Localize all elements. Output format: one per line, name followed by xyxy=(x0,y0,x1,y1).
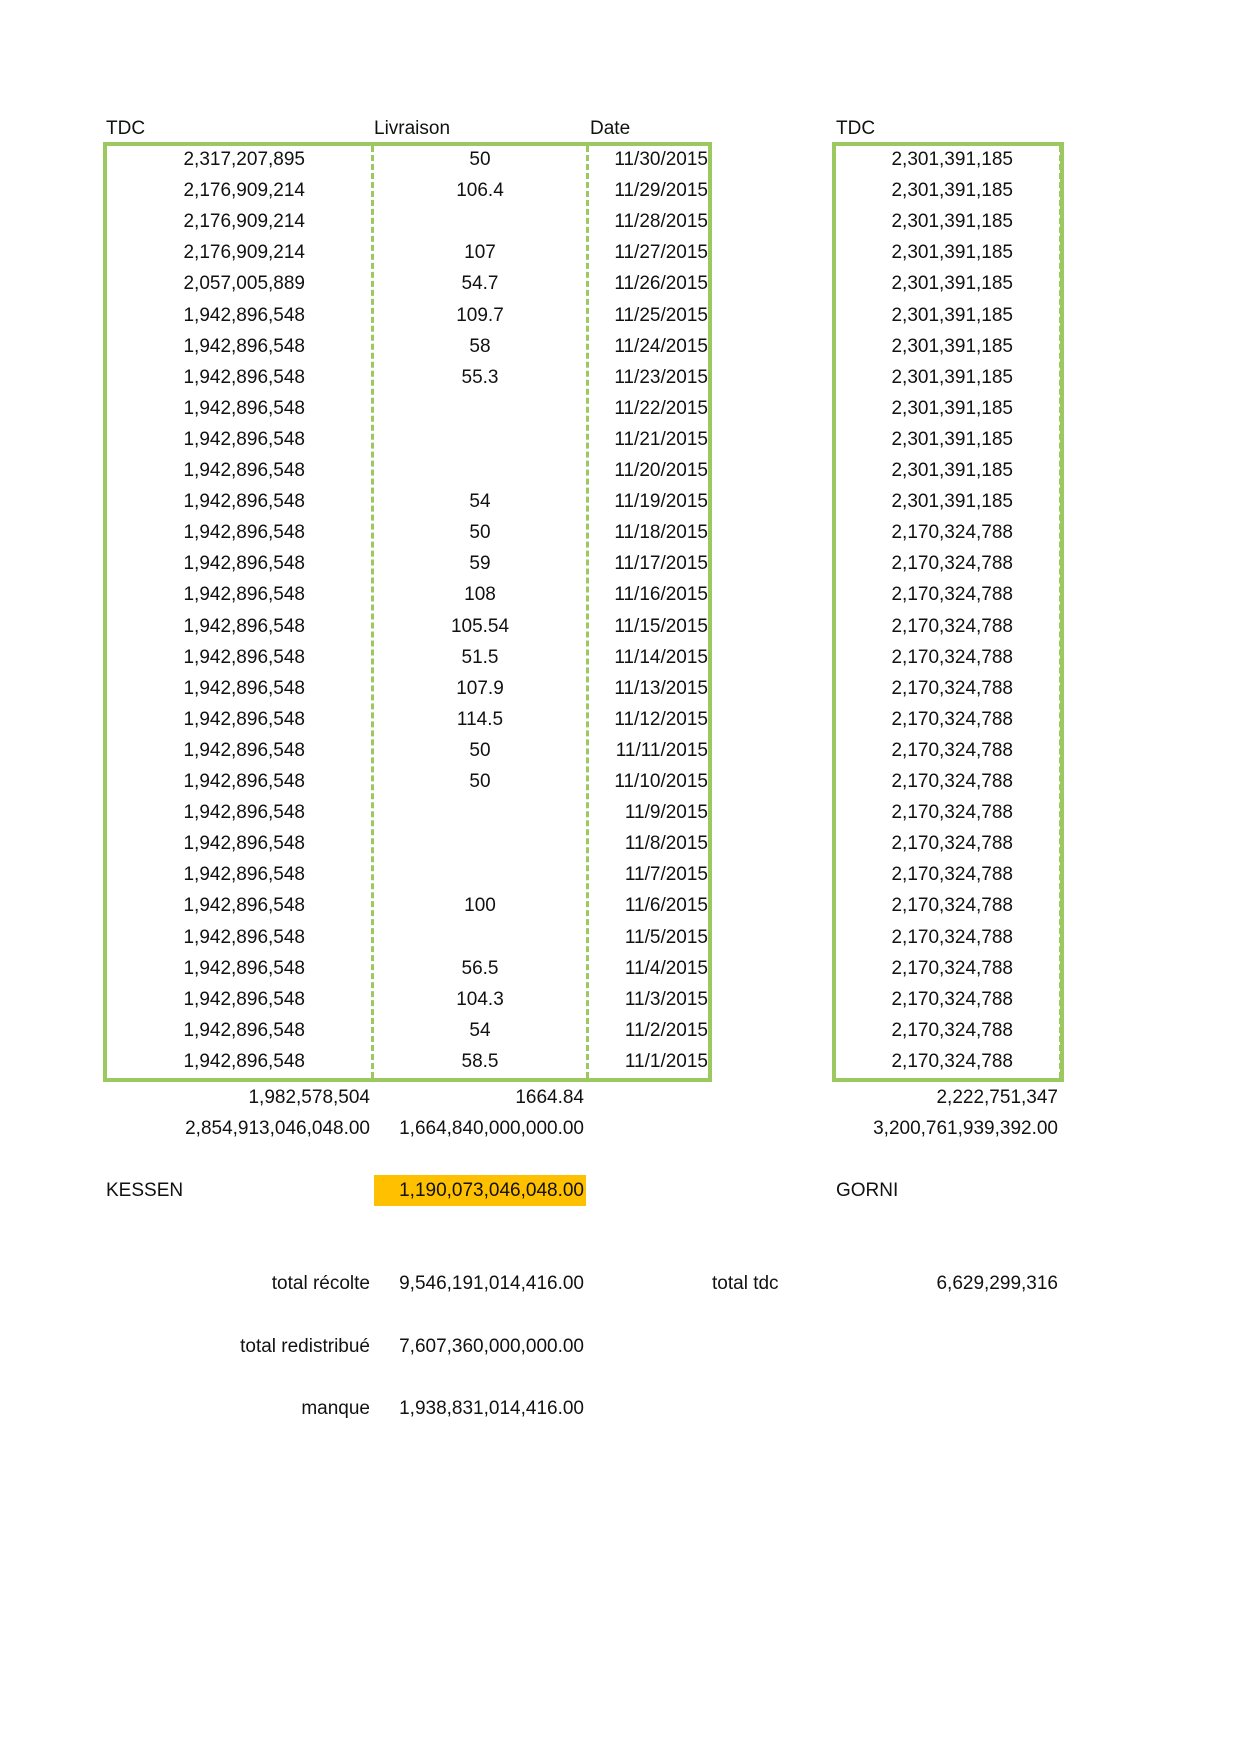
tdc-right-cell: 2,170,324,788 xyxy=(891,989,1013,1010)
tdc-cell: 2,317,207,895 xyxy=(183,149,305,170)
date-cell: 11/28/2015 xyxy=(614,211,708,232)
tdc-cell: 2,176,909,214 xyxy=(183,242,305,263)
left-column-divider xyxy=(371,146,374,1078)
tdc-right-cell: 2,301,391,185 xyxy=(891,429,1013,450)
tdc-cell: 2,176,909,214 xyxy=(183,211,305,232)
tdc-cell: 1,942,896,548 xyxy=(183,895,305,916)
livraison-cell: 54.7 xyxy=(461,273,499,294)
tdc-cell: 1,942,896,548 xyxy=(183,398,305,419)
product-tdc-right: 3,200,761,939,392.00 xyxy=(873,1118,1058,1139)
tdc-right-cell: 2,301,391,185 xyxy=(891,242,1013,263)
tdc-right-cell: 2,301,391,185 xyxy=(891,336,1013,357)
header-date: Date xyxy=(590,118,631,139)
livraison-cell: 58 xyxy=(469,336,491,357)
tdc-cell: 1,942,896,548 xyxy=(183,1020,305,1041)
tdc-cell: 1,942,896,548 xyxy=(183,958,305,979)
total-redistribue-label: total redistribué xyxy=(240,1336,370,1357)
tdc-right-cell: 2,170,324,788 xyxy=(891,584,1013,605)
average-tdc-right: 2,222,751,347 xyxy=(936,1087,1058,1108)
livraison-cell: 50 xyxy=(469,771,491,792)
tdc-right-cell: 2,301,391,185 xyxy=(891,491,1013,512)
date-cell: 11/11/2015 xyxy=(615,740,708,761)
tdc-right-cell: 2,170,324,788 xyxy=(891,647,1013,668)
tdc-cell: 1,942,896,548 xyxy=(183,927,305,948)
manque-value: 1,938,831,014,416.00 xyxy=(399,1398,584,1419)
tdc-right-cell: 2,301,391,185 xyxy=(891,149,1013,170)
date-cell: 11/18/2015 xyxy=(614,522,708,543)
tdc-cell: 1,942,896,548 xyxy=(183,647,305,668)
livraison-cell: 106.4 xyxy=(456,180,504,201)
kessen-label: KESSEN xyxy=(106,1180,184,1201)
tdc-right-cell: 2,170,324,788 xyxy=(891,709,1013,730)
manque-label: manque xyxy=(301,1398,370,1419)
tdc-right-cell: 2,170,324,788 xyxy=(891,833,1013,854)
tdc-cell: 1,942,896,548 xyxy=(183,740,305,761)
total-recolte-value: 9,546,191,014,416.00 xyxy=(399,1273,584,1294)
tdc-right-cell: 2,301,391,185 xyxy=(891,305,1013,326)
livraison-cell xyxy=(420,393,540,424)
livraison-cell: 107 xyxy=(464,242,496,263)
tdc-cell: 1,942,896,548 xyxy=(183,709,305,730)
livraison-cell xyxy=(420,859,540,890)
date-cell: 11/21/2015 xyxy=(614,429,708,450)
tdc-right-cell: 2,170,324,788 xyxy=(891,1051,1013,1072)
livraison-cell xyxy=(420,206,540,237)
tdc-cell: 1,942,896,548 xyxy=(183,678,305,699)
tdc-right-cell: 2,170,324,788 xyxy=(891,927,1013,948)
date-cell: 11/20/2015 xyxy=(614,460,708,481)
date-cell: 11/12/2015 xyxy=(614,709,708,730)
tdc-right-cell: 2,301,391,185 xyxy=(891,460,1013,481)
date-cell: 11/6/2015 xyxy=(624,895,708,916)
tdc-right-cell: 2,170,324,788 xyxy=(891,895,1013,916)
tdc-cell: 1,942,896,548 xyxy=(183,833,305,854)
livraison-cell: 55.3 xyxy=(461,367,499,388)
header-livraison: Livraison xyxy=(374,118,451,139)
tdc-right-cell: 2,170,324,788 xyxy=(891,522,1013,543)
tdc-right-cell: 2,170,324,788 xyxy=(891,678,1013,699)
livraison-cell: 59 xyxy=(469,553,491,574)
tdc-cell: 1,942,896,548 xyxy=(183,491,305,512)
tdc-right-cell: 2,170,324,788 xyxy=(891,802,1013,823)
livraison-cell: 105.54 xyxy=(450,616,510,637)
date-cell: 11/7/2015 xyxy=(624,864,708,885)
tdc-cell: 2,176,909,214 xyxy=(183,180,305,201)
livraison-cell: 54 xyxy=(469,491,491,512)
livraison-cell: 50 xyxy=(469,149,491,170)
livraison-cell: 54 xyxy=(469,1020,491,1041)
date-cell: 11/17/2015 xyxy=(614,553,708,574)
livraison-cell: 56.5 xyxy=(461,958,499,979)
date-cell: 11/14/2015 xyxy=(614,647,708,668)
sum-livraison: 1664.84 xyxy=(515,1087,584,1108)
date-cell: 11/1/2015 xyxy=(624,1051,708,1072)
livraison-cell: 50 xyxy=(469,522,491,543)
livraison-cell xyxy=(420,455,540,486)
date-cell: 11/10/2015 xyxy=(614,771,708,792)
tdc-right-cell: 2,170,324,788 xyxy=(891,553,1013,574)
header-tdc: TDC xyxy=(106,118,146,139)
date-cell: 11/23/2015 xyxy=(614,367,708,388)
livraison-cell xyxy=(420,424,540,455)
tdc-cell: 1,942,896,548 xyxy=(183,429,305,450)
date-cell: 11/9/2015 xyxy=(624,802,708,823)
average-tdc: 1,982,578,504 xyxy=(248,1087,370,1108)
livraison-cell: 104.3 xyxy=(456,989,504,1010)
tdc-right-cell: 2,301,391,185 xyxy=(891,398,1013,419)
date-cell: 11/5/2015 xyxy=(624,927,708,948)
product-tdc: 2,854,913,046,048.00 xyxy=(185,1118,370,1139)
product-livraison: 1,664,840,000,000.00 xyxy=(399,1118,584,1139)
date-cell: 11/4/2015 xyxy=(624,958,708,979)
date-cell: 11/8/2015 xyxy=(624,833,708,854)
tdc-cell: 1,942,896,548 xyxy=(183,553,305,574)
total-tdc-value: 6,629,299,316 xyxy=(936,1273,1058,1294)
date-cell: 11/30/2015 xyxy=(614,149,708,170)
tdc-cell: 1,942,896,548 xyxy=(183,522,305,543)
tdc-right-cell: 2,170,324,788 xyxy=(891,1020,1013,1041)
date-cell: 11/27/2015 xyxy=(614,242,708,263)
tdc-cell: 1,942,896,548 xyxy=(183,864,305,885)
tdc-cell: 1,942,896,548 xyxy=(183,305,305,326)
tdc-cell: 1,942,896,548 xyxy=(183,584,305,605)
livraison-cell: 51.5 xyxy=(461,647,499,668)
tdc-cell: 1,942,896,548 xyxy=(183,802,305,823)
tdc-cell: 1,942,896,548 xyxy=(183,989,305,1010)
livraison-cell: 109.7 xyxy=(456,305,504,326)
tdc-cell: 1,942,896,548 xyxy=(183,460,305,481)
tdc-cell: 1,942,896,548 xyxy=(183,616,305,637)
tdc-right-cell: 2,301,391,185 xyxy=(891,180,1013,201)
tdc-right-cell: 2,301,391,185 xyxy=(891,273,1013,294)
kessen-value: 1,190,073,046,048.00 xyxy=(374,1175,586,1206)
livraison-cell: 114.5 xyxy=(456,709,504,730)
tdc-right-cell: 2,301,391,185 xyxy=(891,367,1013,388)
livraison-cell xyxy=(420,922,540,953)
tdc-cell: 1,942,896,548 xyxy=(183,367,305,388)
date-cell: 11/2/2015 xyxy=(624,1020,708,1041)
date-cell: 11/25/2015 xyxy=(614,305,708,326)
tdc-cell: 1,942,896,548 xyxy=(183,336,305,357)
date-column-divider xyxy=(586,146,589,1078)
date-cell: 11/29/2015 xyxy=(614,180,708,201)
tdc-right-cell: 2,170,324,788 xyxy=(891,740,1013,761)
total-recolte-label: total récolte xyxy=(271,1273,370,1294)
date-cell: 11/24/2015 xyxy=(614,336,708,357)
tdc-cell: 2,057,005,889 xyxy=(183,273,305,294)
livraison-cell xyxy=(420,797,540,828)
date-cell: 11/22/2015 xyxy=(614,398,708,419)
tdc-right-cell: 2,170,324,788 xyxy=(891,958,1013,979)
tdc-cell: 1,942,896,548 xyxy=(183,1051,305,1072)
livraison-cell: 50 xyxy=(469,740,491,761)
date-cell: 11/13/2015 xyxy=(614,678,708,699)
livraison-cell: 100 xyxy=(464,895,496,916)
total-tdc-label: total tdc xyxy=(712,1273,779,1294)
date-cell: 11/16/2015 xyxy=(614,584,708,605)
header-tdc-right: TDC xyxy=(836,118,876,139)
date-cell: 11/26/2015 xyxy=(614,273,708,294)
livraison-cell xyxy=(420,828,540,859)
total-redistribue-value: 7,607,360,000,000.00 xyxy=(399,1336,584,1357)
tdc-right-cell: 2,170,324,788 xyxy=(891,771,1013,792)
livraison-cell: 108 xyxy=(464,584,496,605)
livraison-cell: 58.5 xyxy=(461,1051,499,1072)
tdc-right-cell: 2,170,324,788 xyxy=(891,616,1013,637)
gorni-label: GORNI xyxy=(836,1180,899,1201)
livraison-cell: 107.9 xyxy=(456,678,504,699)
tdc-right-cell: 2,301,391,185 xyxy=(891,211,1013,232)
tdc-cell: 1,942,896,548 xyxy=(183,771,305,792)
date-cell: 11/19/2015 xyxy=(614,491,708,512)
date-cell: 11/15/2015 xyxy=(614,616,708,637)
tdc-right-cell: 2,170,324,788 xyxy=(891,864,1013,885)
date-cell: 11/3/2015 xyxy=(624,989,708,1010)
right-table-dashed-edge xyxy=(1059,146,1062,1078)
